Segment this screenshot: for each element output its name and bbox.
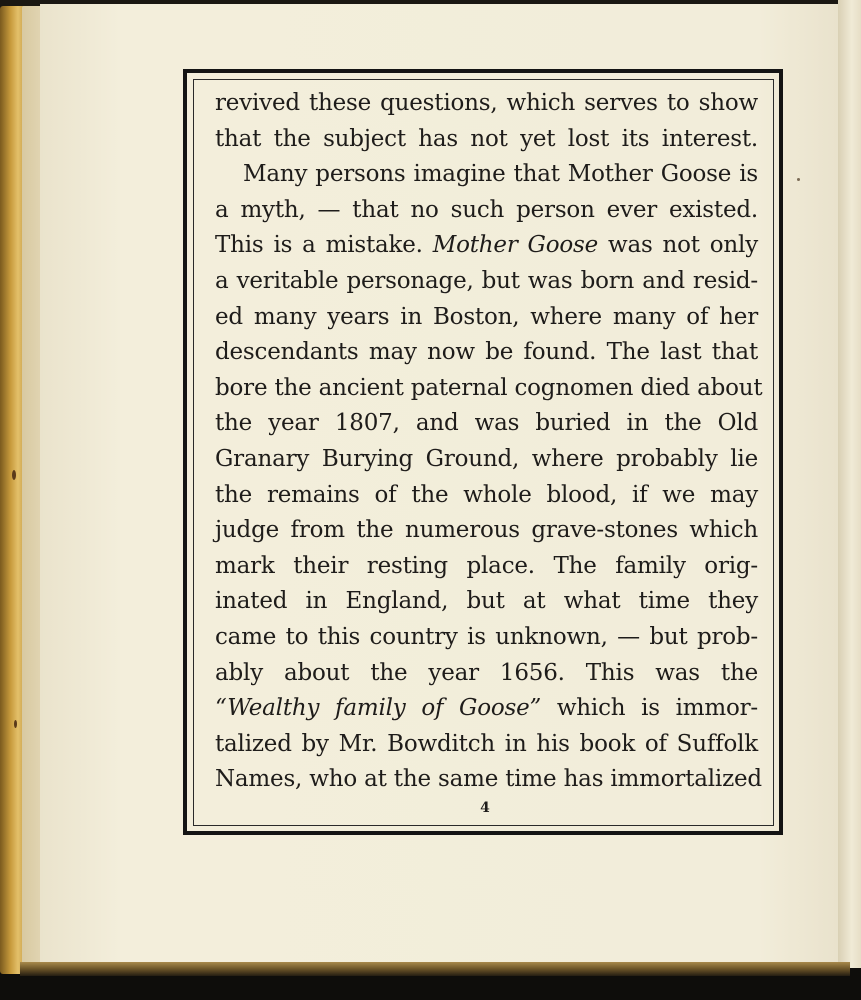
text-line: judge from the numerous grave-stones which: [215, 517, 758, 544]
text-line: that the subject has not yet lost its interest.: [215, 125, 758, 152]
text-line: mark their resting place. The family orig-: [215, 552, 758, 579]
text-line: [215, 228, 758, 264]
page-number: 4: [480, 800, 490, 816]
text-line: ed many years in Boston, where many of her: [215, 303, 758, 330]
text-fragment: This is a mistake.: [215, 232, 423, 259]
text-line: bore the ancient paternal cognomen died about: [215, 374, 763, 401]
italic-wealthy-family: “Wealthy family of Goose”: [215, 695, 542, 722]
text-line: the year 1807, and was buried in the Old: [215, 410, 758, 437]
text-line: inated in England, but at what time they: [215, 588, 758, 615]
bottom-binding-shadow: [20, 962, 850, 976]
text-line: a veritable personage, but was born and resid-: [215, 267, 758, 294]
text-line: Granary Burying Ground, where probably lie: [215, 445, 758, 472]
next-page-edge: [838, 0, 861, 968]
paper-speck: [14, 720, 17, 728]
text-line: Names, who at the same time has immortalized: [215, 766, 762, 793]
text-line: ably about the year 1656. This was the: [215, 659, 758, 686]
text-line: revived these questions, which serves to show: [215, 90, 758, 116]
text-line: came to this country is unknown, — but prob-: [215, 623, 758, 650]
text-line: talized by Mr. Bowditch in his book of Suffolk: [215, 730, 758, 757]
text-line: the remains of the whole blood, if we may: [215, 481, 758, 508]
text-line: descendants may now be found. The last that: [215, 339, 758, 366]
text-line: [215, 691, 758, 727]
text-line: Many persons imagine that Mother Goose is: [243, 161, 758, 188]
text-line: a myth, — that no such person ever existed.: [215, 196, 758, 223]
paper-speck: [12, 470, 16, 480]
text-fragment: which is immor-: [556, 695, 758, 722]
body-text: [215, 86, 763, 798]
paper-speck: [797, 178, 800, 181]
text-fragment: was not only: [608, 232, 758, 259]
italic-mother-goose: Mother Goose: [432, 232, 599, 259]
